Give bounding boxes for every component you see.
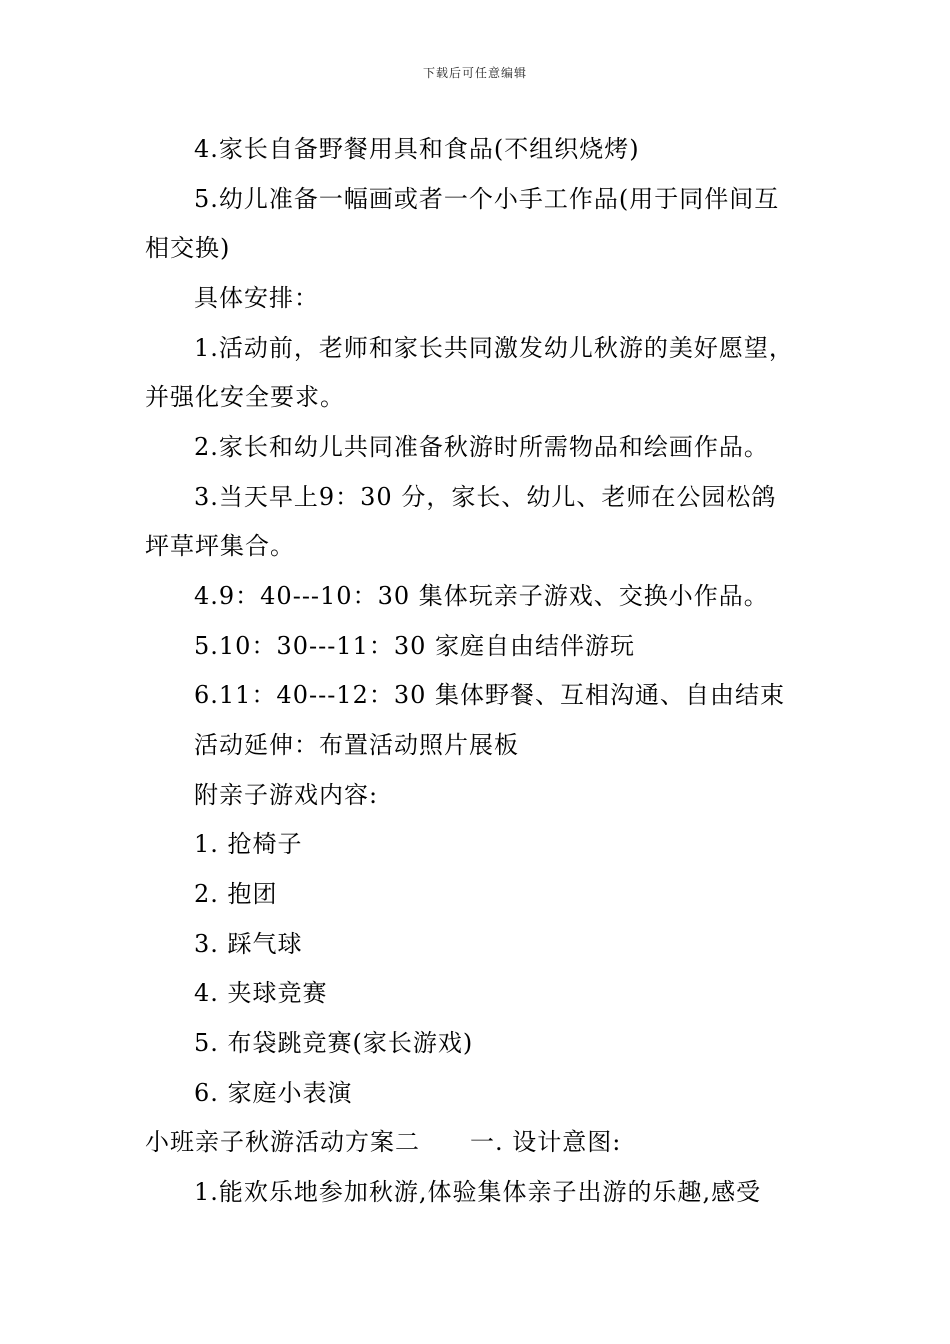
page-header: 下载后可任意编辑 xyxy=(422,66,527,80)
paragraph-line: 1.能欢乐地参加秋游,体验集体亲子出游的乐趣,感受 xyxy=(194,1178,762,1206)
section-heading: 具体安排： xyxy=(194,284,319,312)
paragraph-line: 6.11：40---12：30 集体野餐、互相沟通、自由结束 xyxy=(194,681,786,709)
paragraph-line: 5.幼儿准备一幅画或者一个小手工作品(用于同伴间互 xyxy=(194,185,780,213)
list-item: 5. 布袋跳竞赛(家长游戏) xyxy=(194,1029,474,1057)
paragraph-line: 并强化安全要求。 xyxy=(145,383,345,411)
paragraph-line: 4.家长自备野餐用具和食品(不组织烧烤) xyxy=(194,135,640,163)
paragraph-line: 1.活动前，老师和家长共同激发幼儿秋游的美好愿望， xyxy=(194,334,794,362)
list-item: 6. 家庭小表演 xyxy=(194,1079,353,1107)
paragraph-line: 坪草坪集合。 xyxy=(145,532,295,560)
list-item: 2. 抱团 xyxy=(194,880,278,908)
paragraph-line: 活动延伸：布置活动照片展板 xyxy=(194,731,519,759)
section-heading: 附亲子游戏内容: xyxy=(194,781,379,809)
list-item: 4. 夹球竞赛 xyxy=(194,979,328,1007)
paragraph-line: 相交换) xyxy=(145,234,231,262)
paragraph-line: 5.10：30---11：30 家庭自由结伴游玩 xyxy=(194,632,636,660)
list-item: 1. 抢椅子 xyxy=(194,830,303,858)
paragraph-line: 2.家长和幼儿共同准备秋游时所需物品和绘画作品。 xyxy=(194,433,769,461)
paragraph-line: 3.当天早上9：30 分，家长、幼儿、老师在公园松鸽 xyxy=(194,483,777,511)
section-title: 小班亲子秋游活动方案二 一. 设计意图: xyxy=(145,1128,622,1156)
paragraph-line: 4.9：40---10：30 集体玩亲子游戏、交换小作品。 xyxy=(194,582,769,610)
list-item: 3. 踩气球 xyxy=(194,930,303,958)
